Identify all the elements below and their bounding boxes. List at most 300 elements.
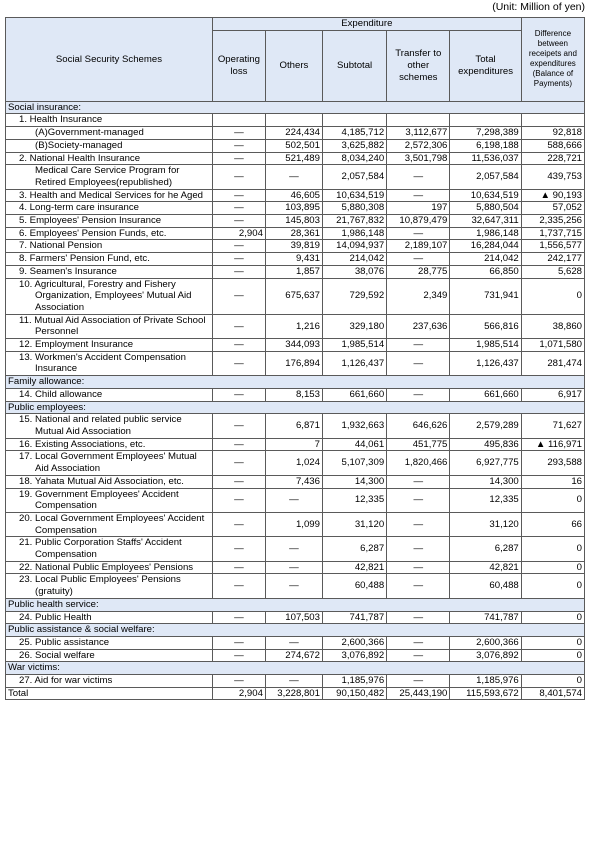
table-row [6, 388, 585, 401]
scheme-name-text: Total [8, 687, 29, 699]
cell-operating-loss: — [212, 139, 265, 152]
category-row [6, 401, 585, 414]
cell-subtotal: 214,042 [322, 253, 386, 266]
header-operating-loss: Operating loss [212, 30, 265, 101]
category-label: Social insurance: [6, 101, 585, 114]
table-row [6, 152, 585, 165]
cell-others: 176,894 [265, 351, 322, 375]
table-row [6, 240, 585, 253]
cell-operating-loss: — [212, 253, 265, 266]
cell-others: 502,501 [265, 139, 322, 152]
cell-total-expenditures: 566,816 [450, 314, 521, 338]
cell-subtotal: 3,076,892 [322, 649, 386, 662]
cell-operating-loss: — [212, 265, 265, 278]
cell-transfer: — [387, 649, 450, 662]
cell-total-expenditures: 1,986,148 [450, 227, 521, 240]
scheme-name-text: Medical Care Service Program for Retired Employees(republished) [35, 165, 180, 188]
scheme-name-text: 3. Health and Medical Services for he Aged [19, 189, 203, 201]
cell-total-expenditures: 66,850 [450, 265, 521, 278]
cell-total-expenditures: 14,300 [450, 475, 521, 488]
category-label: War victims: [6, 662, 585, 675]
table-row [6, 227, 585, 240]
cell-subtotal: 5,880,308 [322, 202, 386, 215]
scheme-name-text: 27. Aid for war victims [19, 675, 113, 687]
cell-total-expenditures: 741,787 [450, 611, 521, 624]
table-row [6, 611, 585, 624]
table-row [6, 675, 585, 688]
scheme-name [6, 240, 213, 253]
cell-others: 1,024 [265, 451, 322, 475]
cell-total-expenditures: 661,660 [450, 388, 521, 401]
table-row [6, 537, 585, 561]
cell-total-expenditures: 60,488 [450, 574, 521, 598]
cell-difference: 1,737,715 [521, 227, 584, 240]
cell-total-expenditures: 11,536,037 [450, 152, 521, 165]
cell-others: 7,436 [265, 475, 322, 488]
cell-subtotal: 5,107,309 [322, 451, 386, 475]
cell-transfer: — [387, 675, 450, 688]
scheme-name-text: (A)Government-managed [35, 127, 144, 139]
cell-subtotal: 1,985,514 [322, 339, 386, 352]
scheme-name [6, 561, 213, 574]
table-row [6, 574, 585, 598]
cell-subtotal: 8,034,240 [322, 152, 386, 165]
cell-transfer: — [387, 351, 450, 375]
scheme-name [6, 165, 213, 189]
table-row [6, 512, 585, 536]
table-row [6, 475, 585, 488]
scheme-name [6, 537, 213, 561]
cell-others: 7 [265, 438, 322, 451]
cell-total-expenditures: 2,579,289 [450, 414, 521, 438]
cell-transfer: — [387, 512, 450, 536]
cell-operating-loss: — [212, 152, 265, 165]
cell-operating-loss: — [212, 438, 265, 451]
cell-total-expenditures: 115,593,672 [450, 687, 521, 700]
cell-others: 107,503 [265, 611, 322, 624]
cell-others: 1,099 [265, 512, 322, 536]
table-row [6, 636, 585, 649]
cell-others: — [265, 561, 322, 574]
social-security-table [5, 17, 585, 700]
scheme-name [6, 388, 213, 401]
table-body [6, 101, 585, 700]
cell-others: 145,803 [265, 215, 322, 228]
cell-others: 8,153 [265, 388, 322, 401]
cell-difference: 6,917 [521, 388, 584, 401]
scheme-name-text: 10. Agricultural, Forestry and Fishery Organization, Employees' Mutual Aid Association [19, 278, 192, 313]
category-label: Public assistance & social welfare: [6, 624, 585, 637]
scheme-name-text: 9. Seamen's Insurance [19, 265, 117, 277]
cell-total-expenditures: 31,120 [450, 512, 521, 536]
cell-subtotal: 1,126,437 [322, 351, 386, 375]
table-row [6, 488, 585, 512]
cell-difference: ▲ 90,193 [521, 189, 584, 202]
cell-transfer: — [387, 227, 450, 240]
table-row [6, 127, 585, 140]
cell-transfer: 2,349 [387, 278, 450, 314]
cell-transfer: 2,572,306 [387, 139, 450, 152]
cell-subtotal: 14,300 [322, 475, 386, 488]
cell-difference: 71,627 [521, 414, 584, 438]
header-difference: Difference between receipets and expenditures (Balance of Payments) [521, 18, 584, 102]
cell-others [265, 114, 322, 127]
scheme-name [6, 438, 213, 451]
cell-total-expenditures: 495,836 [450, 438, 521, 451]
cell-difference: 242,177 [521, 253, 584, 266]
unit-note: (Unit: Million of yen) [492, 1, 585, 13]
cell-operating-loss: — [212, 189, 265, 202]
scheme-name [6, 675, 213, 688]
category-row [6, 662, 585, 675]
table-row [6, 202, 585, 215]
scheme-name [6, 574, 213, 598]
category-label: Public health service: [6, 598, 585, 611]
cell-difference: 38,860 [521, 314, 584, 338]
table-row [6, 139, 585, 152]
cell-transfer: 3,501,798 [387, 152, 450, 165]
scheme-name [6, 451, 213, 475]
cell-subtotal: 741,787 [322, 611, 386, 624]
cell-difference: 281,474 [521, 351, 584, 375]
scheme-name [6, 215, 213, 228]
cell-difference: 92,818 [521, 127, 584, 140]
cell-operating-loss: — [212, 278, 265, 314]
table-row [6, 414, 585, 438]
table-row [6, 561, 585, 574]
cell-transfer: 3,112,677 [387, 127, 450, 140]
scheme-name [6, 512, 213, 536]
cell-subtotal: 4,185,712 [322, 127, 386, 140]
scheme-name-text: 21. Public Corporation Staffs' Accident Compensation [19, 537, 182, 561]
cell-total-expenditures: 32,647,311 [450, 215, 521, 228]
cell-difference: 8,401,574 [521, 687, 584, 700]
cell-difference: 293,588 [521, 451, 584, 475]
cell-operating-loss: — [212, 574, 265, 598]
scheme-name [6, 351, 213, 375]
cell-difference: 57,052 [521, 202, 584, 215]
cell-subtotal: 3,625,882 [322, 139, 386, 152]
cell-transfer: — [387, 636, 450, 649]
cell-subtotal: 6,287 [322, 537, 386, 561]
cell-subtotal: 1,185,976 [322, 675, 386, 688]
scheme-name [6, 488, 213, 512]
cell-transfer: 1,820,466 [387, 451, 450, 475]
cell-others: 46,605 [265, 189, 322, 202]
cell-total-expenditures: 2,600,366 [450, 636, 521, 649]
cell-transfer: — [387, 339, 450, 352]
cell-operating-loss [212, 114, 265, 127]
cell-operating-loss: — [212, 127, 265, 140]
cell-others: 103,895 [265, 202, 322, 215]
scheme-name-text: 20. Local Government Employees' Accident Compensation [19, 512, 205, 536]
category-label: Family allowance: [6, 376, 585, 389]
cell-others: 39,819 [265, 240, 322, 253]
scheme-name-text: 23. Local Public Employees' Pensions (gratuity) [19, 574, 181, 598]
cell-others: — [265, 488, 322, 512]
cell-others: 6,871 [265, 414, 322, 438]
cell-others: — [265, 636, 322, 649]
header-schemes: Social Security Schemes [6, 18, 213, 102]
cell-difference: 228,721 [521, 152, 584, 165]
cell-operating-loss: — [212, 475, 265, 488]
cell-transfer: — [387, 488, 450, 512]
cell-difference: 66 [521, 512, 584, 536]
cell-others: 1,857 [265, 265, 322, 278]
cell-others: — [265, 574, 322, 598]
cell-difference: 588,666 [521, 139, 584, 152]
cell-subtotal: 38,076 [322, 265, 386, 278]
cell-difference [521, 114, 584, 127]
cell-total-expenditures: 6,287 [450, 537, 521, 561]
cell-total-expenditures: 12,335 [450, 488, 521, 512]
cell-operating-loss: — [212, 675, 265, 688]
scheme-name [6, 189, 213, 202]
cell-total-expenditures: 6,927,775 [450, 451, 521, 475]
category-row [6, 101, 585, 114]
cell-subtotal: 10,634,519 [322, 189, 386, 202]
table-row [6, 265, 585, 278]
cell-total-expenditures: 7,298,389 [450, 127, 521, 140]
scheme-name-text: 15. National and related public service Mutual Aid Association [19, 414, 182, 437]
scheme-name-text: 11. Mutual Aid Association of Private School Personnel [19, 314, 206, 338]
cell-transfer: — [387, 574, 450, 598]
scheme-name [6, 227, 213, 240]
cell-difference: 1,071,580 [521, 339, 584, 352]
cell-operating-loss: — [212, 414, 265, 438]
scheme-name-text: 2. National Health Insurance [19, 152, 141, 164]
cell-subtotal: 1,986,148 [322, 227, 386, 240]
cell-others: 521,489 [265, 152, 322, 165]
cell-difference: 0 [521, 675, 584, 688]
scheme-name-text: 4. Long-term care insurance [19, 202, 139, 214]
scheme-name-text: 19. Government Employees' Accident Compensation [19, 488, 179, 512]
scheme-name [6, 265, 213, 278]
cell-difference: 0 [521, 649, 584, 662]
cell-transfer: — [387, 165, 450, 189]
cell-transfer: — [387, 537, 450, 561]
cell-total-expenditures: 214,042 [450, 253, 521, 266]
cell-total-expenditures: 1,985,514 [450, 339, 521, 352]
cell-difference: 1,556,577 [521, 240, 584, 253]
cell-operating-loss: — [212, 202, 265, 215]
cell-operating-loss: — [212, 240, 265, 253]
cell-subtotal: 661,660 [322, 388, 386, 401]
scheme-name [6, 202, 213, 215]
header-total-expenditures: Total expenditures [450, 30, 521, 101]
cell-others: 675,637 [265, 278, 322, 314]
cell-others: — [265, 537, 322, 561]
cell-total-expenditures: 2,057,584 [450, 165, 521, 189]
cell-transfer: 10,879,479 [387, 215, 450, 228]
scheme-name [6, 152, 213, 165]
cell-subtotal: 2,057,584 [322, 165, 386, 189]
cell-transfer: — [387, 475, 450, 488]
scheme-name-text: 17. Local Government Employees' Mutual Aid Association [19, 451, 197, 475]
category-row [6, 624, 585, 637]
cell-transfer: 237,636 [387, 314, 450, 338]
scheme-name [6, 339, 213, 352]
cell-total-expenditures: 1,126,437 [450, 351, 521, 375]
cell-transfer: 25,443,190 [387, 687, 450, 700]
scheme-name-text: 12. Employment Insurance [19, 339, 134, 351]
cell-difference: 0 [521, 488, 584, 512]
table-row [6, 278, 585, 314]
cell-subtotal: 1,932,663 [322, 414, 386, 438]
cell-transfer: 197 [387, 202, 450, 215]
scheme-name [6, 636, 213, 649]
header-subtotal: Subtotal [322, 30, 386, 101]
table-row [6, 165, 585, 189]
cell-subtotal: 12,335 [322, 488, 386, 512]
scheme-name [6, 253, 213, 266]
scheme-name [6, 475, 213, 488]
cell-total-expenditures: 3,076,892 [450, 649, 521, 662]
table-row [6, 649, 585, 662]
cell-difference: 16 [521, 475, 584, 488]
cell-transfer: 2,189,107 [387, 240, 450, 253]
cell-subtotal: 21,767,832 [322, 215, 386, 228]
header-transfer: Transfer to other schemes [387, 30, 450, 101]
cell-operating-loss: — [212, 314, 265, 338]
cell-others: 274,672 [265, 649, 322, 662]
scheme-name-text: (B)Society-managed [35, 139, 123, 151]
scheme-name-text: 14. Child allowance [19, 388, 103, 400]
table-row [6, 215, 585, 228]
cell-others: 9,431 [265, 253, 322, 266]
scheme-name-text: 18. Yahata Mutual Aid Association, etc. [19, 475, 184, 487]
cell-difference: 2,335,256 [521, 215, 584, 228]
cell-operating-loss: — [212, 388, 265, 401]
cell-others: — [265, 675, 322, 688]
cell-difference: 0 [521, 278, 584, 314]
cell-transfer: — [387, 189, 450, 202]
table-row [6, 339, 585, 352]
cell-total-expenditures: 42,821 [450, 561, 521, 574]
cell-operating-loss: — [212, 165, 265, 189]
cell-difference: 439,753 [521, 165, 584, 189]
scheme-name-text: 8. Farmers' Pension Fund, etc. [19, 253, 150, 265]
cell-operating-loss: — [212, 512, 265, 536]
cell-transfer [387, 114, 450, 127]
scheme-name [6, 687, 213, 700]
scheme-name-text: 24. Public Health [19, 611, 92, 623]
cell-others: 344,093 [265, 339, 322, 352]
cell-difference: 0 [521, 636, 584, 649]
scheme-name [6, 314, 213, 338]
cell-difference: 0 [521, 537, 584, 561]
cell-total-expenditures: 731,941 [450, 278, 521, 314]
scheme-name-text: 1. Health Insurance [19, 114, 103, 126]
header-row-1 [6, 18, 585, 31]
cell-others: 1,216 [265, 314, 322, 338]
cell-subtotal: 729,592 [322, 278, 386, 314]
table-row [6, 351, 585, 375]
cell-subtotal [322, 114, 386, 127]
scheme-name-text: 6. Employees' Pension Funds, etc. [19, 227, 167, 239]
cell-transfer: — [387, 611, 450, 624]
cell-difference: ▲ 116,971 [521, 438, 584, 451]
category-row [6, 598, 585, 611]
cell-operating-loss: 2,904 [212, 227, 265, 240]
scheme-name-text: 13. Workmen's Accident Compensation Insurance [19, 351, 186, 375]
cell-operating-loss: — [212, 561, 265, 574]
scheme-name [6, 649, 213, 662]
cell-others: 28,361 [265, 227, 322, 240]
table-row [6, 451, 585, 475]
cell-transfer: — [387, 253, 450, 266]
cell-others: 224,434 [265, 127, 322, 140]
cell-difference: 0 [521, 611, 584, 624]
cell-difference: 0 [521, 574, 584, 598]
scheme-name [6, 139, 213, 152]
cell-operating-loss: — [212, 351, 265, 375]
cell-others: — [265, 165, 322, 189]
table-row [6, 189, 585, 202]
category-label: Public employees: [6, 401, 585, 414]
cell-transfer: 451,775 [387, 438, 450, 451]
scheme-name [6, 127, 213, 140]
total-row [6, 687, 585, 700]
cell-difference: 0 [521, 561, 584, 574]
category-row [6, 376, 585, 389]
cell-operating-loss: — [212, 488, 265, 512]
cell-difference: 5,628 [521, 265, 584, 278]
cell-operating-loss: — [212, 339, 265, 352]
table-row [6, 314, 585, 338]
cell-subtotal: 329,180 [322, 314, 386, 338]
cell-total-expenditures: 6,198,188 [450, 139, 521, 152]
cell-operating-loss: — [212, 611, 265, 624]
cell-subtotal: 60,488 [322, 574, 386, 598]
scheme-name-text: 26. Social welfare [19, 649, 95, 661]
cell-transfer: — [387, 388, 450, 401]
scheme-name-text: 16. Existing Associations, etc. [19, 438, 146, 450]
header-others: Others [265, 30, 322, 101]
cell-transfer: 28,775 [387, 265, 450, 278]
cell-subtotal: 42,821 [322, 561, 386, 574]
cell-total-expenditures: 5,880,504 [450, 202, 521, 215]
scheme-name [6, 414, 213, 438]
cell-total-expenditures: 10,634,519 [450, 189, 521, 202]
scheme-name-text: 7. National Pension [19, 240, 103, 252]
table-row [6, 253, 585, 266]
table-row [6, 114, 585, 127]
cell-transfer: 646,626 [387, 414, 450, 438]
header-expenditure: Expenditure [212, 18, 521, 31]
cell-total-expenditures [450, 114, 521, 127]
cell-operating-loss: — [212, 636, 265, 649]
scheme-name [6, 114, 213, 127]
cell-operating-loss: 2,904 [212, 687, 265, 700]
cell-subtotal: 31,120 [322, 512, 386, 536]
cell-others: 3,228,801 [265, 687, 322, 700]
cell-total-expenditures: 1,185,976 [450, 675, 521, 688]
cell-operating-loss: — [212, 537, 265, 561]
cell-operating-loss: — [212, 215, 265, 228]
cell-operating-loss: — [212, 451, 265, 475]
scheme-name [6, 611, 213, 624]
table-row [6, 438, 585, 451]
cell-transfer: — [387, 561, 450, 574]
scheme-name-text: 5. Employees' Pension Insurance [19, 215, 162, 227]
cell-subtotal: 90,150,482 [322, 687, 386, 700]
cell-subtotal: 14,094,937 [322, 240, 386, 253]
cell-operating-loss: — [212, 649, 265, 662]
scheme-name-text: 25. Public assistance [19, 636, 110, 648]
cell-total-expenditures: 16,284,044 [450, 240, 521, 253]
cell-subtotal: 2,600,366 [322, 636, 386, 649]
